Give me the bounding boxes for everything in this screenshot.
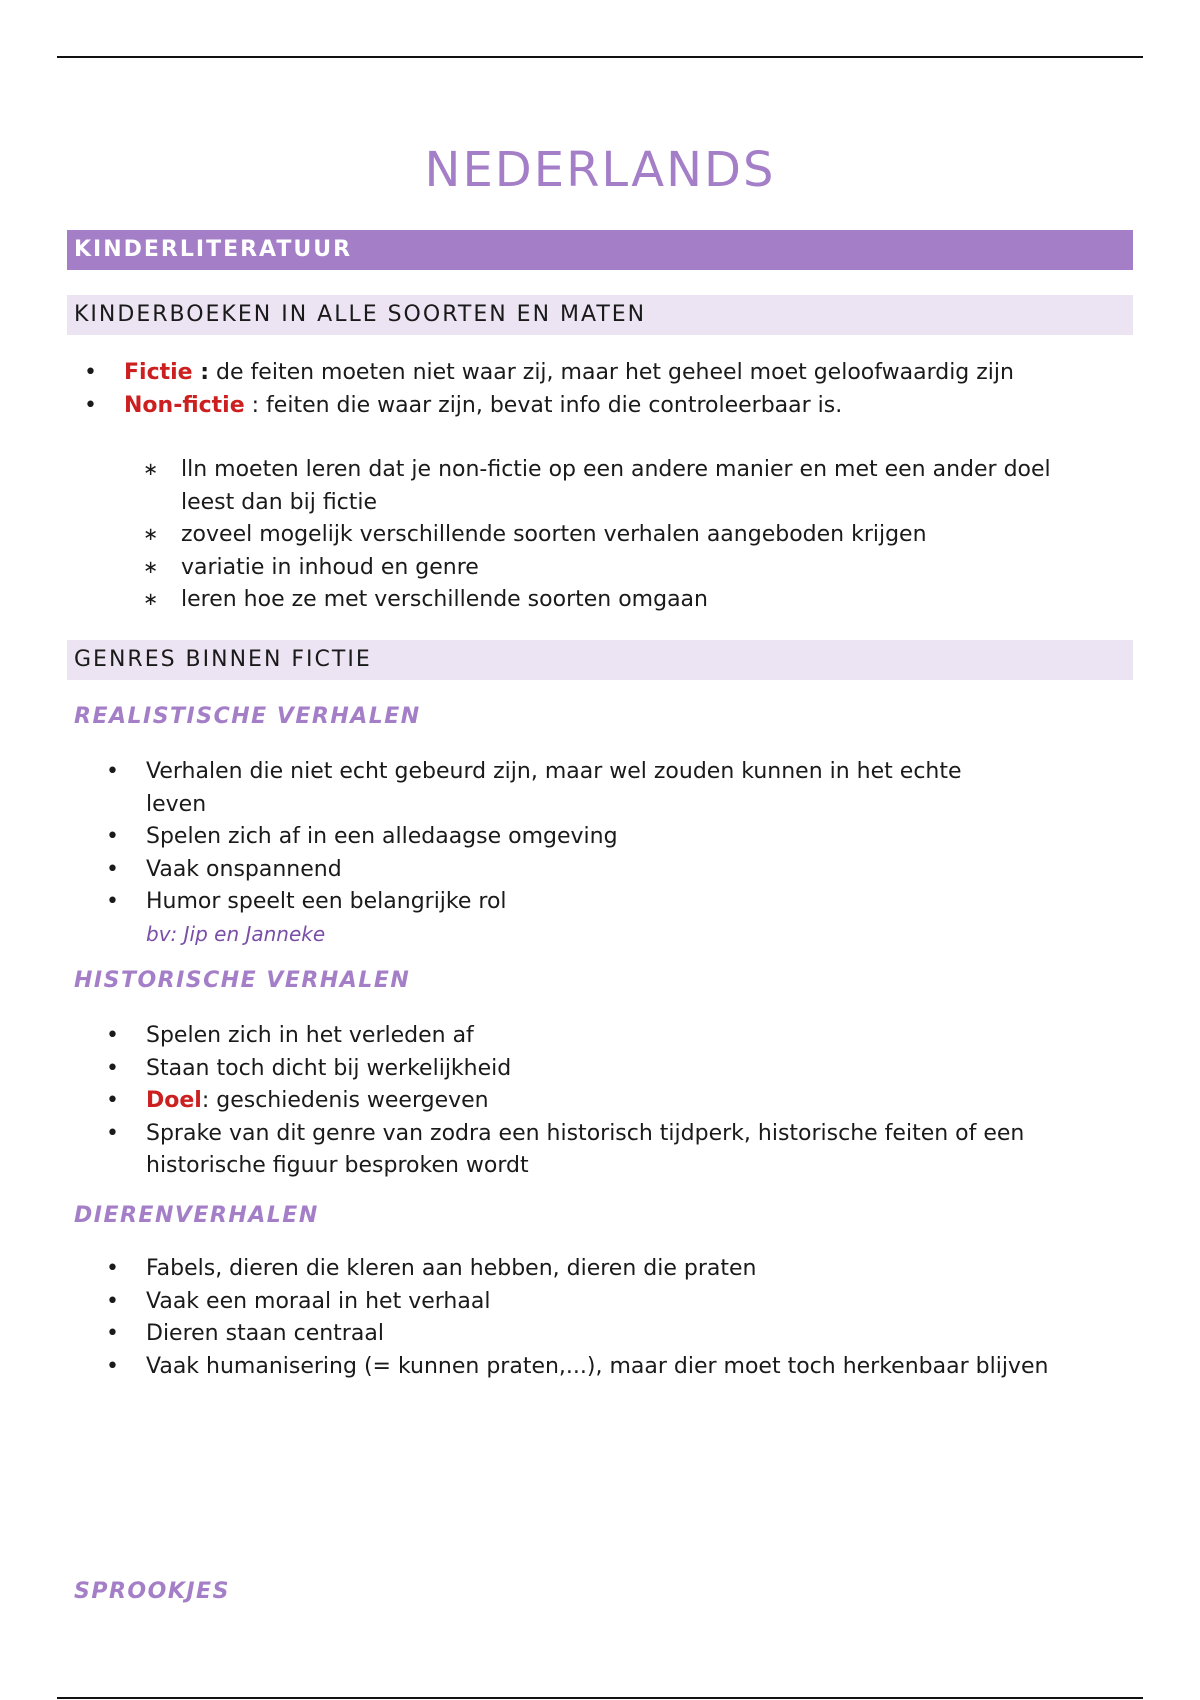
bullet-icon: • bbox=[106, 1055, 119, 1081]
bullet-icon: • bbox=[84, 360, 97, 385]
item-text: Vaak onspannend bbox=[146, 856, 342, 882]
list-item bbox=[106, 1253, 1146, 1286]
bullet-icon: • bbox=[106, 759, 119, 784]
item-text: leren hoe ze met verschillende soorten omgaan bbox=[181, 587, 708, 612]
bullet-icon: • bbox=[106, 1288, 119, 1314]
item-text: Staan toch dicht bij werkelijkheid bbox=[146, 1055, 512, 1081]
item-text: Spelen zich af in een alledaagse omgeving bbox=[146, 824, 618, 849]
list-item bbox=[143, 454, 1101, 519]
bullet-icon: • bbox=[106, 1023, 119, 1048]
item-text: Dieren staan centraal bbox=[146, 1321, 384, 1346]
bullet-icon: • bbox=[106, 856, 119, 882]
list-item bbox=[106, 854, 1146, 887]
page-title: NEDERLANDS bbox=[424, 142, 776, 198]
bottom-rule bbox=[57, 1697, 1143, 1699]
term-separator: : bbox=[192, 360, 210, 385]
item-text: Verhalen die niet echt gebeurd zijn, maar wel zouden kunnen in het echte leven bbox=[146, 759, 962, 817]
subsection-heading-kinderboeken: KINDERBOEKEN IN ALLE SOORTEN EN MATEN bbox=[67, 295, 1133, 335]
list-item bbox=[143, 552, 1101, 585]
list-item bbox=[106, 821, 1146, 854]
bullet-icon: • bbox=[106, 1256, 119, 1281]
bullet-icon: • bbox=[106, 1321, 119, 1346]
dieren-list bbox=[106, 1253, 1146, 1383]
list-item bbox=[106, 1020, 1146, 1053]
fictie-list bbox=[84, 357, 1154, 422]
star-bullet-icon: ∗ bbox=[143, 524, 159, 545]
item-text: : feiten die waar zijn, bevat info die controleerbaar is. bbox=[244, 392, 843, 418]
list-item bbox=[84, 390, 1154, 423]
item-text: lln moeten leren dat je non-fictie op een andere manier en met een ander doel leest dan bij fictie bbox=[181, 457, 1051, 515]
item-text: de feiten moeten niet waar zij, maar het geheel moet geloofwaardig zijn bbox=[209, 360, 1014, 385]
fictie-sublist bbox=[143, 454, 1101, 617]
star-bullet-icon: ∗ bbox=[143, 589, 159, 610]
subsection-heading-genres: GENRES BINNEN FICTIE bbox=[67, 640, 1133, 680]
bullet-icon: • bbox=[106, 889, 119, 914]
term-non-fictie: Non-fictie bbox=[124, 392, 245, 418]
item-text: Humor speelt een belangrijke rol bbox=[146, 889, 507, 914]
item-text: : geschiedenis weergeven bbox=[201, 1088, 489, 1113]
bullet-icon: • bbox=[84, 392, 97, 418]
historische-list bbox=[106, 1020, 1146, 1183]
top-rule bbox=[57, 56, 1143, 58]
term-fictie: Fictie bbox=[124, 360, 193, 385]
heading-dierenverhalen: DIERENVERHALEN bbox=[74, 1203, 319, 1228]
list-item bbox=[106, 1085, 1146, 1118]
bullet-icon: • bbox=[106, 1088, 119, 1113]
list-item bbox=[106, 1318, 1146, 1351]
list-item bbox=[106, 756, 1146, 821]
item-text: Sprake van dit genre van zodra een historisch tijdperk, historische feiten of een historische figuur besproken wordt bbox=[146, 1120, 1025, 1178]
star-bullet-icon: ∗ bbox=[143, 556, 159, 578]
list-item bbox=[106, 1286, 1146, 1319]
item-text: Spelen zich in het verleden af bbox=[146, 1023, 474, 1048]
item-text: Vaak humanisering (= kunnen praten,...), maar dier moet toch herkenbaar blijven bbox=[146, 1353, 1049, 1379]
list-item bbox=[143, 584, 1101, 617]
heading-sprookjes: SPROOKJES bbox=[74, 1579, 230, 1604]
bullet-icon: • bbox=[106, 1120, 119, 1146]
item-text: Vaak een moraal in het verhaal bbox=[146, 1288, 491, 1314]
bullet-icon: • bbox=[106, 1353, 119, 1379]
list-item bbox=[106, 1118, 1146, 1183]
heading-historische-verhalen: HISTORISCHE VERHALEN bbox=[74, 968, 411, 993]
item-text: zoveel mogelijk verschillende soorten verhalen aangeboden krijgen bbox=[181, 522, 927, 547]
list-item bbox=[106, 1053, 1146, 1086]
example-text: bv: Jip en Janneke bbox=[146, 921, 326, 946]
item-text: Fabels, dieren die kleren aan hebben, dieren die praten bbox=[146, 1256, 757, 1281]
list-item bbox=[106, 1351, 1146, 1384]
realistische-list bbox=[106, 756, 1146, 951]
heading-realistische-verhalen: REALISTISCHE VERHALEN bbox=[74, 704, 421, 729]
item-text: variatie in inhoud en genre bbox=[181, 554, 479, 580]
section-heading-kinderliteratuur: KINDERLITERATUUR bbox=[67, 230, 1133, 270]
star-bullet-icon: ∗ bbox=[143, 459, 159, 480]
list-item bbox=[143, 519, 1101, 552]
term-doel: Doel bbox=[146, 1088, 202, 1113]
list-item bbox=[106, 886, 1146, 919]
bullet-icon: • bbox=[106, 824, 119, 849]
list-item bbox=[84, 357, 1154, 390]
example-line bbox=[146, 919, 1146, 952]
